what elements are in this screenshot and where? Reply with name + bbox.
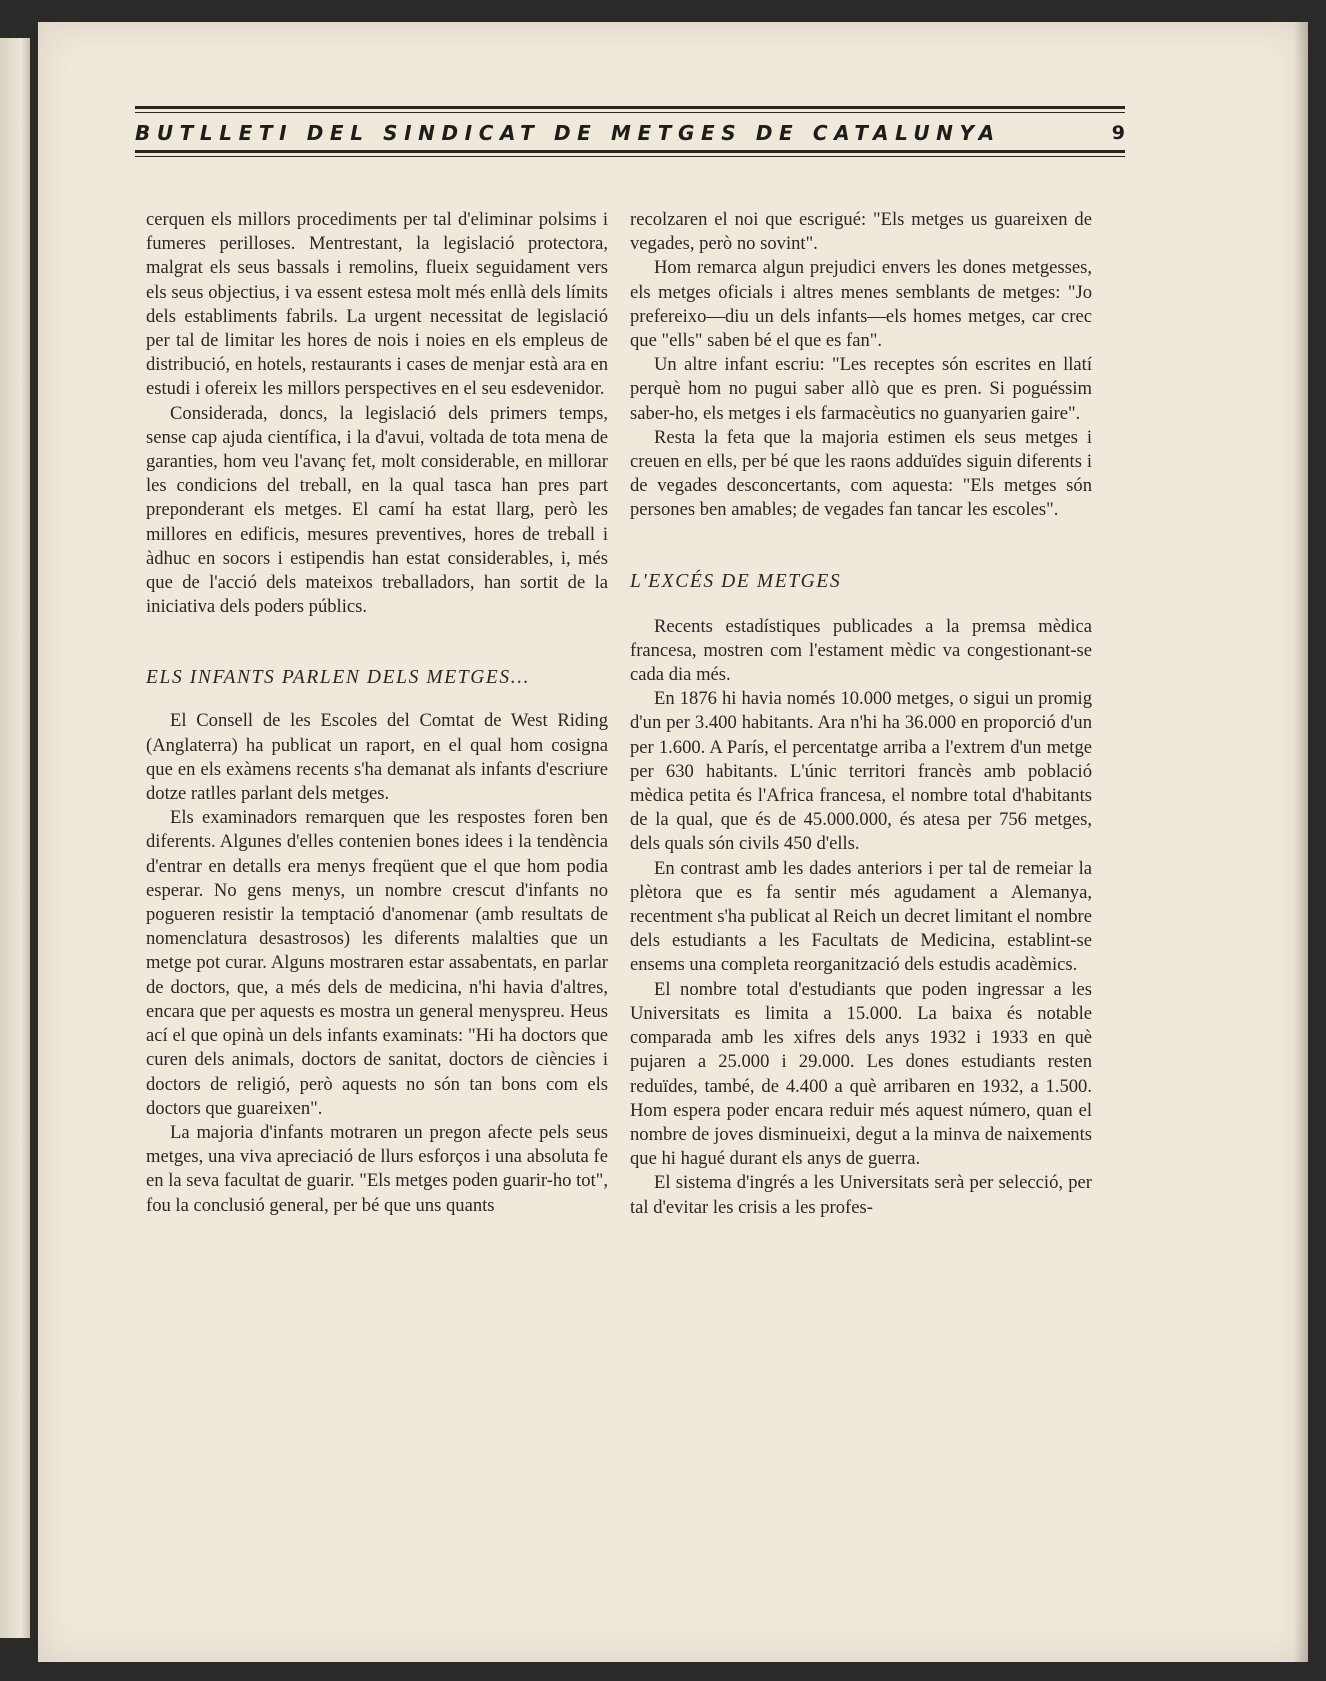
- section-heading: ELS INFANTS PARLEN DELS METGES...: [146, 667, 531, 689]
- header-rule-bottom-thin: [135, 156, 1125, 157]
- paragraph: El nombre total d'estudiants que poden ingressar a les Universitats es limita a 15.000. La baixa és notable comparada amb les xifres dels anys 1932 i 1933 en què pujaren a 25.000 i 29.000. Les dones estudiants resten reduïdes, també, de 4.400 a què arribaren en 1932, a 1.500. Hom espera poder encara reduir més aquest número, quan el nombre de joves disminueixi, degut a la minva de naixements que hi hagué durant els anys de guerra.: [630, 978, 1092, 1170]
- running-head: [135, 118, 1125, 148]
- paragraph: En contrast amb les dades anteriors i per tal de remeiar la plètora que es fa sentir més agudament a Alemanya, recentment s'ha publicat al Reich un decret limitant el nombre dels estudiants a les Facultats de Medicina, establint-se ensems una completa reorganització dels estudis acadèmics.: [630, 857, 1092, 976]
- paragraph: Els examinadors remarquen que les respostes foren ben diferents. Algunes d'elles contenien bones idees i la tendència d'entrar en detalls era menys freqüent que el que hom podia esperar. No gens menys, un nombre crescut d'infants no pogueren resistir la temptació d'anomenar (amb resultats de nomenclatura desastrosos) les diferents malalties que un metge pot curar. Alguns mostraren estar assabentats, en parlar de doctors, que, a més dels de medicina, n'hi havia d'altres, encara que per aquests es mostra un general menyspreu. Heus ací el que opinà un dels infants examinats: "Hi ha doctors que curen dels animals, doctors de sanitat, doctors de ciències i doctors de religió, però aquests no són tan bons com els doctors que guareixen".: [146, 807, 608, 1119]
- paragraph: El sistema d'ingrés a les Universitats serà per selecció, per tal d'evitar les crisis a les profes-: [630, 1172, 1092, 1218]
- paragraph: recolzaren el noi que escrigué: "Els metges us guareixen de vegades, però no sovint".: [630, 209, 1092, 255]
- paragraph: El Consell de les Escoles del Comtat de West Riding (Anglaterra) ha publicat un raport, en el qual hom cosigna que en els exàmens recents s'ha demanat als infants d'escriure dotze ratlles parlant dels metges.: [146, 710, 608, 805]
- paragraph: Recents estadístiques publicades a la premsa mèdica francesa, mostren com l'estament mèdic va congestionant-se cada dia més.: [630, 615, 1092, 686]
- paragraph: Resta la feta que la majoria estimen els seus metges i creuen en ells, per bé que les raons adduïdes siguin diferents i de vegades desconcertants, com aquesta: "Els metges són persones ben amables; de vegades fan tancar les escoles".: [630, 426, 1092, 521]
- paragraph: Considerada, doncs, la legislació dels primers temps, sense cap ajuda científica, i la d'avui, voltada de tota mena de garanties, hom veu l'avanç fet, molt considerable, en millorar les condicions del treball, en la qual tasca han pres part preponderant els metges. El camí ha estat llarg, però les millores en edificis, mesures preventives, hores de treball i àdhuc en socors i estipendis han estat considerables, i, més que de l'acció dels mateixos treballadors, han sortit de la iniciativa dels poders públics.: [146, 402, 608, 618]
- paragraph: cerquen els millors procediments per tal d'eliminar polsims i fumeres perilloses. Mentrestant, la legislació protectora, malgrat els seus bassals i remolins, flueix seguidament vers els seus objectius, i va essent estesa molt més enllà dels límits dels establiments fabrils. La urgent necessitat de legislació per tal de limitar les hores de nois i noies en els empleus de distribució, en hotels, restaurants i cases de menjar està ara en estudi i ofereix les millors perspectives en el seu esdevenidor.: [146, 209, 608, 400]
- header-rule-top-thin: [135, 112, 1125, 113]
- paragraph: En 1876 hi havia només 10.000 metges, o sigui un promig d'un per 3.400 habitants. Ara n'hi ha 36.000 en proporció d'un per 1.600. A París, el percentatge arriba a l'extrem d'un metge per 630 habitants. L'únic territori francès amb població mèdica petita és l'Africa francesa, el nombre total d'habitants de la qual, que és de 45.000.000, és atesa per 756 metges, dels quals són civils 450 d'ells.: [630, 688, 1092, 855]
- right-column: [630, 208, 1092, 1220]
- paragraph: Un altre infant escriu: "Les receptes són escrites en llatí perquè hom no pugui saber allò que es pren. Si poguéssim saber-ho, els metges i els farmacèutics no guanyarien gaire".: [630, 354, 1092, 424]
- header-rule-bottom: [135, 150, 1125, 153]
- paragraph: La majoria d'infants motraren un pregon afecte pels seus metges, una viva apreciació de llurs esforços i una absoluta fe en la seva facultat de guarir. "Els metges poden guarir-ho tot", fou la conclusió general, per bé que uns quants: [146, 1121, 608, 1216]
- section-heading: L'EXCÉS DE METGES: [630, 570, 842, 592]
- left-column: [146, 208, 608, 1218]
- header-rule-top: [135, 106, 1125, 109]
- page-number: 9: [1111, 122, 1125, 144]
- previous-page-edge: [0, 38, 30, 1638]
- journal-title: BUTLLETI DEL SINDICAT DE METGES DE CATALUNYA: [135, 121, 1001, 145]
- paragraph: Hom remarca algun prejudici envers les dones metgesses, els metges oficials i altres menes semblants de metges: "Jo prefereixo—diu un dels infants—els homes metges, car crec que "ells" saben bé el que es fan".: [630, 257, 1092, 352]
